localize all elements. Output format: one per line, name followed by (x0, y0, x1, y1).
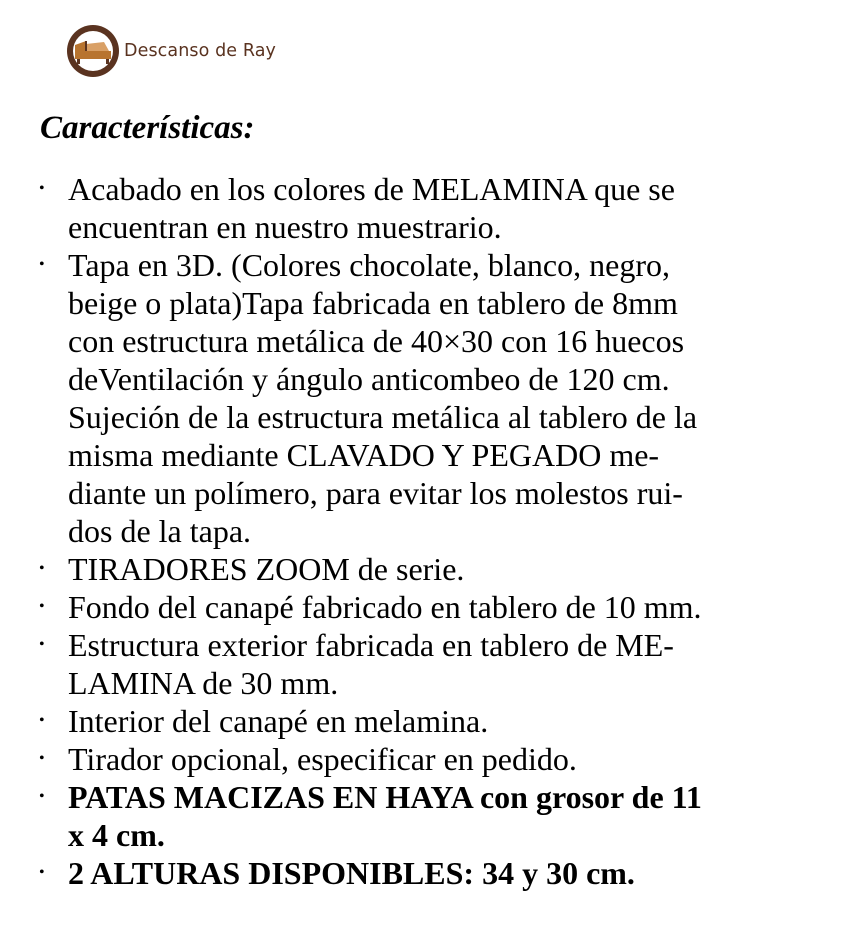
features-heading: Características: (40, 110, 255, 146)
features-list (39, 170, 808, 892)
bed-icon (66, 24, 120, 78)
feature-item (39, 550, 808, 588)
feature-text-line: Sujeción de la estructura metálica al tablero de la (68, 399, 698, 435)
bullet-icon: • (39, 788, 45, 805)
brand-name: Descanso de Ray (124, 41, 276, 61)
bullet-icon: • (39, 712, 45, 729)
feature-text-line: x 4 cm. (68, 817, 165, 853)
feature-item (39, 626, 808, 702)
feature-text-line: deVentilación y ángulo anticombeo de 120 cm. (68, 361, 670, 397)
feature-text-line: Tapa en 3D. (Colores chocolate, blanco, negro, (68, 247, 670, 283)
bullet-icon: • (39, 560, 45, 577)
feature-item (39, 740, 808, 778)
feature-item (39, 588, 808, 626)
bullet-icon: • (39, 180, 45, 197)
feature-text-line: con estructura metálica de 40×30 con 16 huecos (68, 323, 685, 359)
feature-text-line: misma mediante CLAVADO Y PEGADO me- (68, 437, 660, 473)
feature-item (39, 170, 808, 246)
feature-item (39, 246, 808, 550)
brand-logo (66, 24, 276, 78)
feature-text-line: LAMINA de 30 mm. (68, 665, 339, 701)
feature-item (39, 778, 808, 854)
feature-text-line: encuentran en nuestro muestrario. (68, 209, 502, 245)
feature-text-line: diante un polímero, para evitar los molestos rui- (68, 475, 683, 511)
feature-text-line: PATAS MACIZAS EN HAYA con grosor de 11 (68, 779, 702, 815)
bullet-icon: • (39, 256, 45, 273)
feature-text-line: Fondo del canapé fabricado en tablero de 10 mm. (68, 589, 702, 625)
bullet-icon: • (39, 864, 45, 881)
bullet-icon: • (39, 636, 45, 653)
feature-text-line: Acabado en los colores de MELAMINA que se (68, 171, 675, 207)
feature-text-line: Tirador opcional, especificar en pedido. (68, 741, 577, 777)
feature-item (39, 854, 808, 892)
feature-text-line: 2 ALTURAS DISPONIBLES: 34 y 30 cm. (68, 855, 635, 891)
bullet-icon: • (39, 750, 45, 767)
feature-text-line: Interior del canapé en melamina. (68, 703, 489, 739)
feature-text-line: TIRADORES ZOOM de serie. (68, 551, 465, 587)
bullet-icon: • (39, 598, 45, 615)
feature-text-line: dos de la tapa. (68, 513, 252, 549)
feature-text-line: Estructura exterior fabricada en tablero de ME- (68, 627, 674, 663)
feature-item (39, 702, 808, 740)
feature-text-line: beige o plata)Tapa fabricada en tablero de 8mm (68, 285, 678, 321)
